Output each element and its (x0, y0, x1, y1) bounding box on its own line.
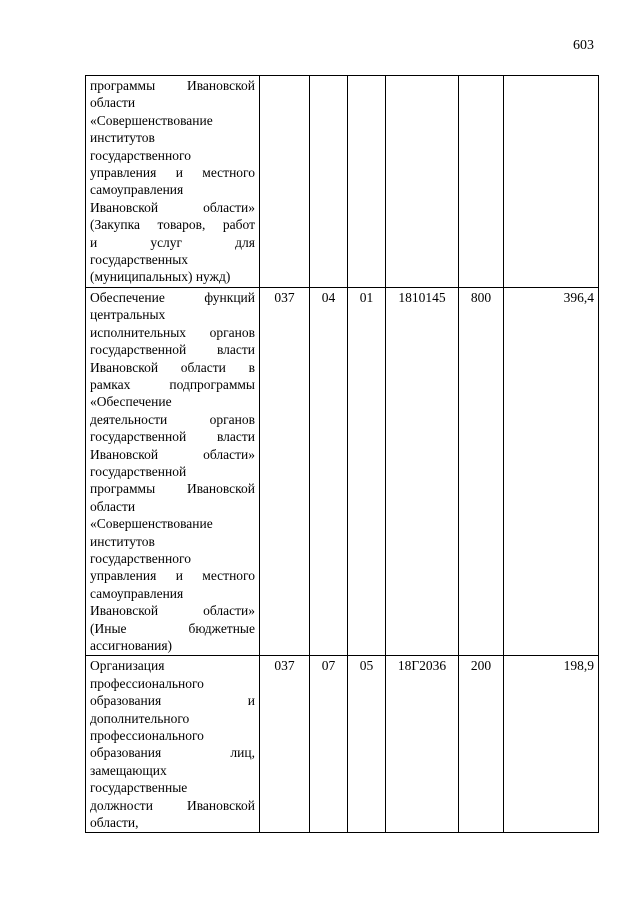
description-line: государственной (90, 463, 187, 479)
section-code-cell: 07 (310, 656, 348, 833)
description-line: профессионального (90, 728, 204, 744)
description-line: области (90, 95, 136, 111)
description-line: государственной власти (90, 429, 255, 445)
description-line: управления и местного (90, 568, 255, 584)
description-line: дополнительного (90, 710, 190, 726)
description-cell (86, 287, 260, 656)
description-line: государственного (90, 550, 191, 566)
subsection-code-cell: 01 (348, 287, 386, 656)
description-line: «Совершенствование (90, 516, 213, 532)
description-line: области, (90, 815, 139, 831)
description-line: «Совершенствование (90, 112, 213, 128)
description-line: ассигнования) (90, 638, 173, 653)
description-cell (86, 656, 260, 833)
description-line: (муниципальных) нужд) (90, 269, 231, 285)
subsection-code-cell: 05 (348, 656, 386, 833)
target-article-cell (386, 76, 459, 288)
table-row (86, 656, 599, 833)
amount-cell: 198,9 (504, 656, 599, 833)
amount-cell (504, 76, 599, 288)
description-line: должности Ивановской (90, 797, 255, 813)
description-line: государственной власти (90, 342, 255, 358)
target-article-cell: 1810145 (386, 287, 459, 656)
description-line: самоуправления (90, 585, 184, 601)
description-line: и услуг для (90, 234, 255, 250)
page-number: 603 (573, 38, 594, 53)
amount-cell: 396,4 (504, 287, 599, 656)
description-line: исполнительных органов (90, 324, 255, 340)
description-line: государственного (90, 147, 191, 163)
section-code-cell: 04 (310, 287, 348, 656)
description-line: государственные (90, 780, 188, 796)
description-line: Ивановской области» (90, 199, 255, 215)
description-line: образования и (90, 693, 255, 709)
description-line: Организация (90, 658, 165, 674)
description-line: самоуправления (90, 182, 184, 198)
ministry-code-cell: 037 (260, 656, 310, 833)
description-line: (Иные бюджетные (90, 620, 255, 636)
table-row (86, 287, 599, 656)
description-line: «Обеспечение (90, 394, 172, 410)
budget-table (85, 75, 599, 833)
table-row (86, 76, 599, 288)
description-line: центральных (90, 307, 166, 323)
description-line: профессионального (90, 675, 204, 691)
description-line: рамках подпрограммы (90, 376, 255, 392)
ministry-code-cell: 037 (260, 287, 310, 656)
target-article-cell: 18Г2036 (386, 656, 459, 833)
description-line: государственных (90, 252, 189, 268)
description-line: программы Ивановской (90, 481, 255, 497)
description-line: образования лиц, (90, 745, 255, 761)
description-line: Ивановской области в (90, 359, 255, 375)
expense-type-cell: 200 (459, 656, 504, 833)
description-line: области (90, 498, 136, 514)
section-code-cell (310, 76, 348, 288)
description-line: институтов (90, 533, 155, 549)
description-line: программы Ивановской (90, 78, 255, 93)
description-cell (86, 76, 260, 288)
expense-type-cell (459, 76, 504, 288)
description-line: деятельности органов (90, 411, 255, 427)
description-line: замещающих (90, 762, 167, 778)
description-line: институтов (90, 130, 155, 146)
subsection-code-cell (348, 76, 386, 288)
description-line: Обеспечение функций (90, 289, 255, 305)
description-line: (Закупка товаров, работ (90, 217, 255, 233)
expense-type-cell: 800 (459, 287, 504, 656)
description-line: Ивановской области» (90, 603, 255, 619)
ministry-code-cell (260, 76, 310, 288)
description-line: управления и местного (90, 165, 255, 181)
description-line: Ивановской области» (90, 446, 255, 462)
